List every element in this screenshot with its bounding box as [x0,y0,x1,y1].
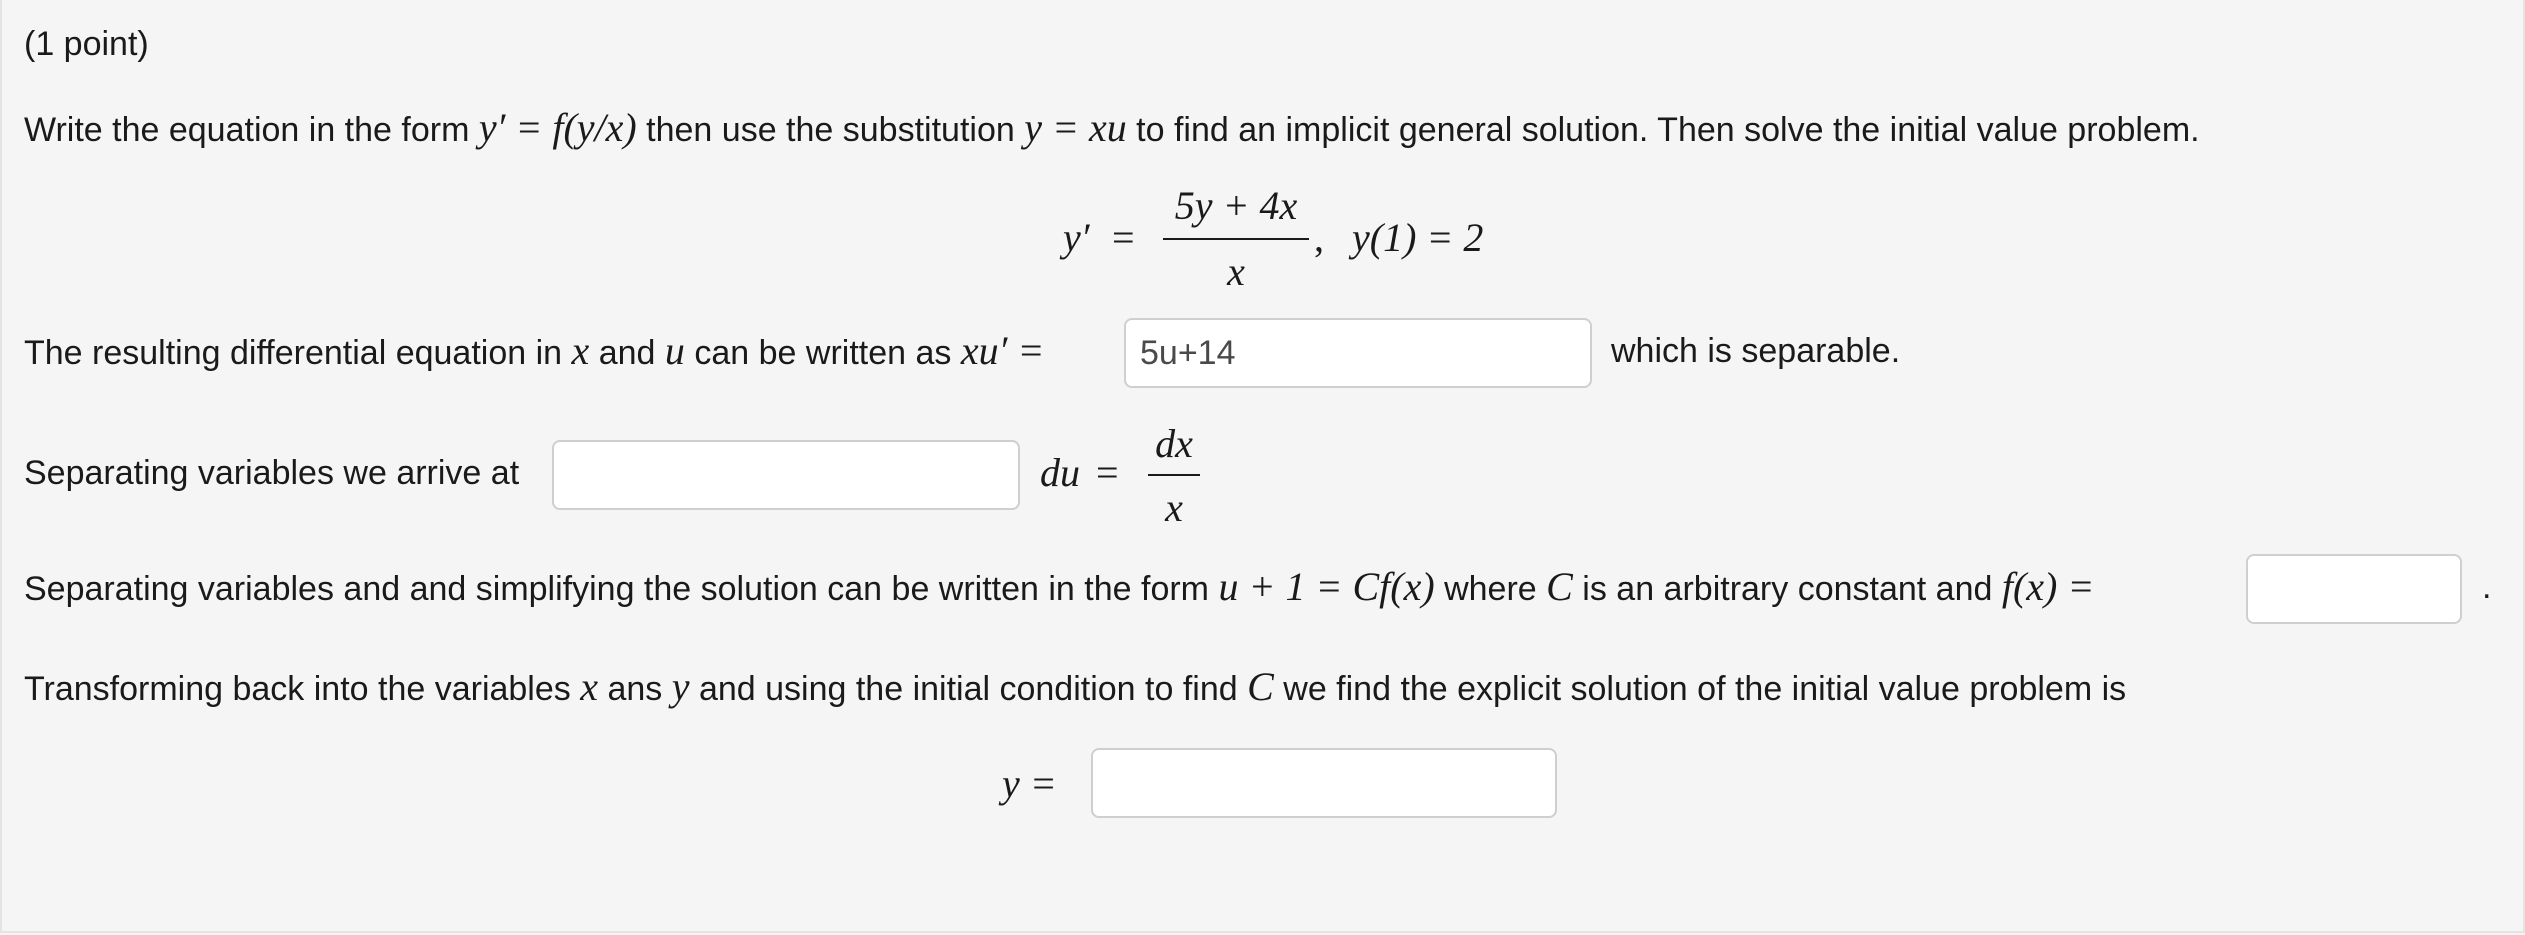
part4-text-1: Transforming back into the variables [24,670,571,708]
part4-text-4: we find the explicit solution of the initial value problem is [1283,670,2127,708]
part2-denominator: x [1165,485,1183,530]
answer-field-xu-prime[interactable] [1124,318,1592,388]
answer-field-separated-u[interactable] [552,440,1020,510]
part2-du: du [1040,450,1080,495]
part3-math-form: u + 1 = Cf(x) [1218,564,1435,609]
equation-equals: = [1112,215,1135,260]
part2-numerator: dx [1155,421,1193,466]
part4-statement [24,665,2126,711]
equation-denominator: x [1227,249,1245,294]
part2-fraction-bar [1148,474,1200,476]
intro-text-1: Write the equation in the form [24,111,470,149]
part4-var-x: x [580,664,598,709]
intro-math-form: y′ = f(y/x) [478,105,637,150]
intro-text-2: then use the substitution [646,111,1015,149]
part1-text-2: and [598,334,656,372]
part4-var-y: y [671,664,690,709]
part1-statement [24,329,1044,375]
part4-lhs: y = [1002,761,1057,806]
part4-var-C: C [1247,664,1274,709]
part2-text: Separating variables we arrive at [24,454,520,492]
part3-text-3: is an arbitrary constant and [1582,570,1993,608]
equation-lhs: y′ [1063,215,1090,260]
initial-condition: y(1) = 2 [1352,215,1484,260]
intro-math-substitution: y = xu [1024,105,1127,150]
part4-text-3: and using the initial condition to find [698,670,1238,708]
part3-text-2: where [1444,570,1537,608]
part1-text-3: can be written as [694,334,952,372]
equation-numerator: 5y + 4x [1174,183,1298,228]
part1-lhs: xu′ = [960,328,1045,373]
part1-after-text: which is separable. [1611,332,1901,370]
answer-field-explicit-solution[interactable] [1091,748,1557,818]
part3-var-C: C [1546,564,1573,609]
equation-fraction-bar [1163,238,1309,240]
equation-comma: , [1314,215,1324,260]
problem-statement [24,106,2200,152]
intro-text-3: to find an implicit general solution. Then solve the initial value problem. [1136,111,2200,149]
part2-equals: = [1096,450,1119,495]
part4-text-2: ans [607,670,663,708]
part1-text-1: The resulting differential equation in [24,334,563,372]
part3-f-of-x: f(x) = [2001,564,2095,609]
answer-field-f-of-x[interactable] [2246,554,2462,624]
part1-var-x: x [571,328,590,373]
points-label: (1 point) [24,25,149,63]
part3-statement [24,565,2094,611]
part1-var-u: u [664,328,685,373]
part3-period: . [2482,568,2492,606]
part3-text-1: Separating variables and and simplifying the solution can be written in the form [24,570,1210,608]
